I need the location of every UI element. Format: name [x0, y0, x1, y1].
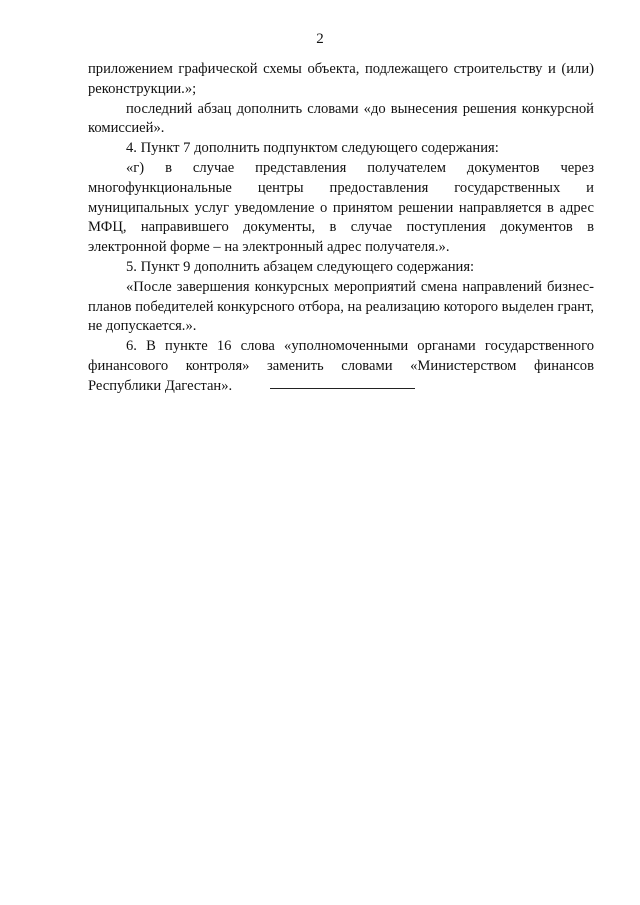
paragraph-quote-item-5: «После завершения конкурсных мероприятий смена направлений бизнес-планов победителей конкурсного отбора, на реализацию которого выделен грант, не допускается.».: [88, 278, 594, 335]
paragraph-item-4: 4. Пункт 7 дополнить подпунктом следующего содержания:: [126, 140, 499, 157]
paragraph-item-5: 5. Пункт 9 дополнить абзацем следующего содержания:: [126, 258, 475, 275]
page-number: 2: [316, 31, 324, 47]
end-separator-line: [270, 388, 415, 389]
paragraph-last-abzac: последний абзац дополнить словами «до вынесения решения конкурсной комиссией».: [88, 100, 594, 137]
paragraph-continuation: приложением графической схемы объекта, подлежащего строительству и (или) реконструкции.»;: [88, 61, 594, 97]
paragraph-item-6: 6. В пункте 16 слова «уполномоченными органами государственного финансового контроля» заменить словами «Министерством финансов Республики Дагестан».: [88, 338, 594, 394]
paragraph-subitem-g: «г) в случае представления получателем документов через многофункциональные центры предоставления государственных и муниципальных услуг уведомление о принятом решении направляется в адрес МФЦ, направившего документы, в случае поступления документов в электронной форме – на электронный адрес получателя.».: [88, 159, 594, 256]
document-body: [88, 60, 594, 397]
